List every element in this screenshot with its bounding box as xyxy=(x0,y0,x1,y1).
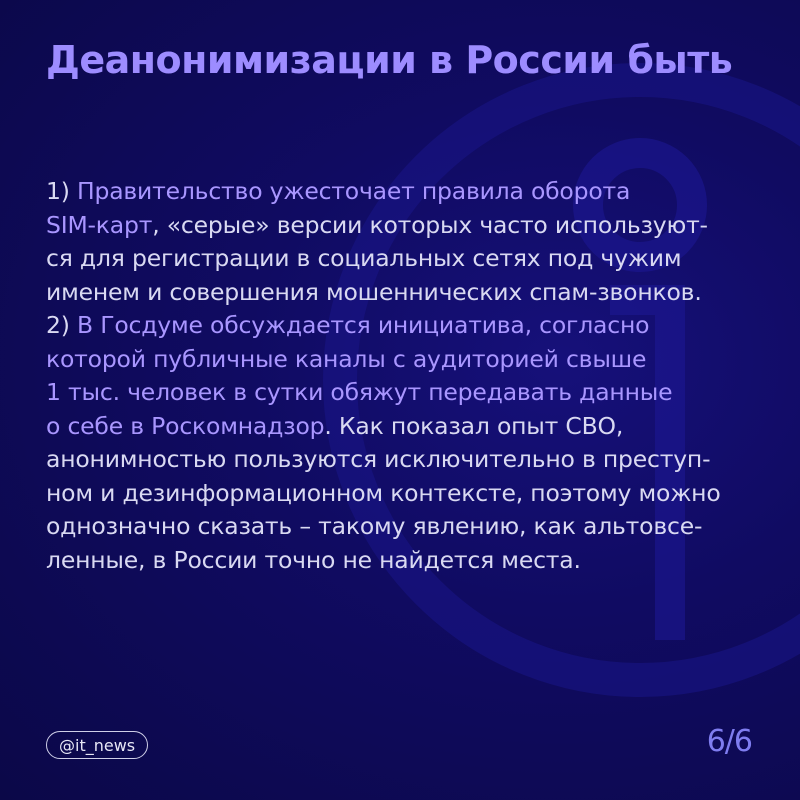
body-line-3: ся для регистрации в социальных сетях под чужим xyxy=(46,244,682,272)
body-line-4: именем и совершения мошеннических спам-звонков. xyxy=(46,277,702,306)
list-marker-2: 2) xyxy=(46,311,77,339)
page-title: Деанонимизации в России быть xyxy=(46,38,733,82)
highlight-text: SIM-карт xyxy=(46,210,153,239)
body-line-8 xyxy=(46,410,758,444)
list-marker-1: 1) xyxy=(46,177,77,205)
channel-handle-badge[interactable]: @it_news xyxy=(46,731,148,759)
body-line-9: анонимностью пользуются исключительно в преступ- xyxy=(46,445,711,473)
body-text-segment: . Как показал опыт СВО, xyxy=(324,411,624,440)
body-line-6: которой публичные каналы с аудиторией свыше xyxy=(46,344,647,373)
body-line-1 xyxy=(46,175,758,209)
body-line-2 xyxy=(46,209,758,243)
body-text xyxy=(46,175,758,577)
highlight-text: о себе в Роскомнадзор xyxy=(46,411,325,440)
body-line-11: однозначно сказать – такому явлению, как альтовсе- xyxy=(46,512,703,540)
body-line-12: ленные, в России точно не найдется места. xyxy=(46,545,581,574)
body-line-5 xyxy=(46,309,758,343)
body-text-segment: , «серые» версии которых часто используют- xyxy=(152,210,708,239)
highlight-text: В Госдуме обсуждается инициатива, согласно xyxy=(77,311,650,339)
body-line-10: ном и дезинформационном контексте, поэтому можно xyxy=(46,478,721,507)
highlight-text: Правительство ужесточает правила оборота xyxy=(77,177,631,205)
body-line-7: 1 тыс. человек в сутки обяжут передавать данные xyxy=(46,378,673,406)
page-indicator: 6/6 xyxy=(706,724,752,759)
